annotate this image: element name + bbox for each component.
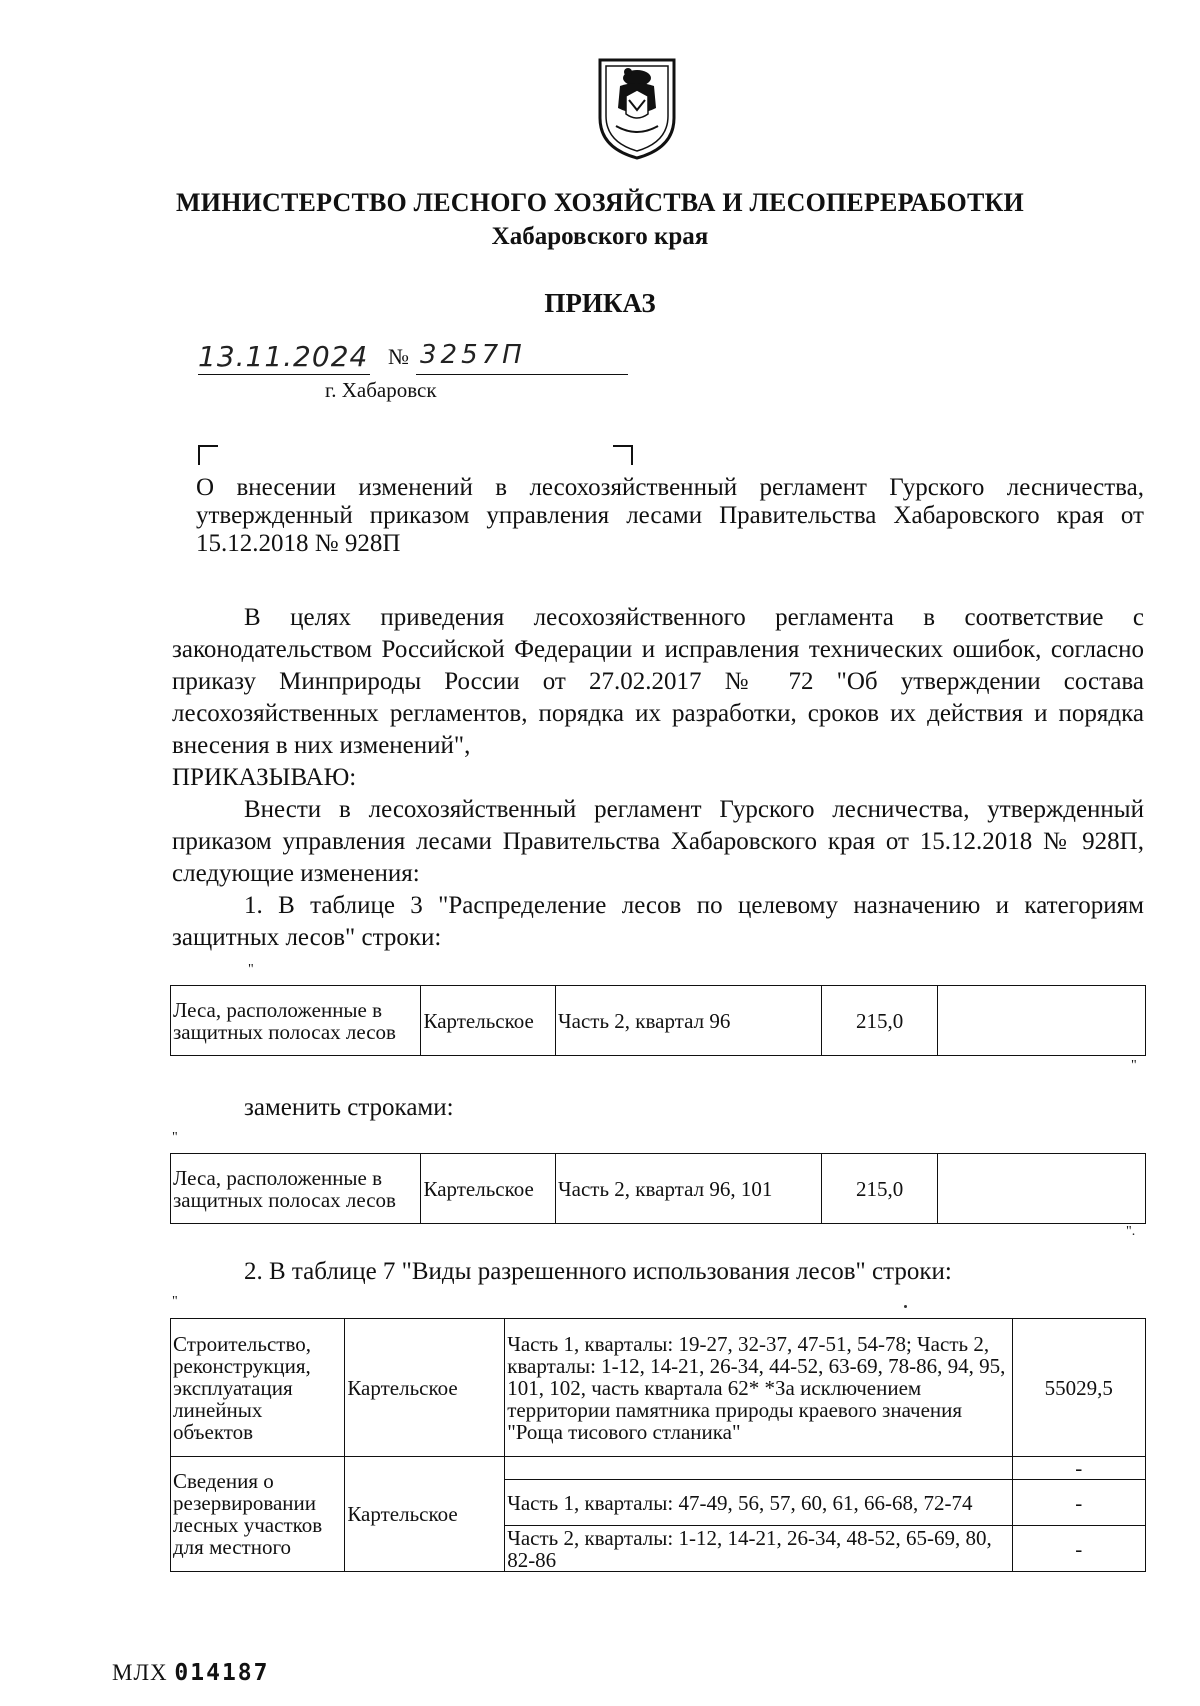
cell-location: Часть 2, квартал 96, 101: [556, 1154, 822, 1224]
cell-extra: [937, 1154, 1145, 1224]
cell-forestry: Картельское: [345, 1457, 505, 1572]
table-old-rows: [170, 985, 1146, 1056]
cell-area: 215,0: [822, 986, 937, 1056]
date-number-line: [198, 338, 628, 378]
serial-footer: [112, 1660, 270, 1686]
coat-of-arms-icon: [596, 56, 678, 160]
cell-category: Леса, расположенные в защитных полосах лесов: [171, 986, 421, 1056]
cell-forestry: Картельское: [345, 1319, 505, 1457]
order-paragraph: Внести в лесохозяйственный регламент Гурского лесничества, утвержденный приказом управления лесами Правительства Хабаровского края от 15.12.2018 № 928П, следующие изменения:: [172, 796, 1144, 887]
document-body: [172, 602, 1144, 954]
cell-category: Леса, расположенные в защитных полосах лесов: [171, 1154, 421, 1224]
cell-use: Строительство, реконструкция, эксплуатация линейных объектов: [171, 1319, 345, 1457]
cell-extra: [937, 986, 1145, 1056]
title-corner-right: [613, 445, 633, 465]
order-word: ПРИКАЗЫВАЮ:: [172, 764, 357, 791]
serial-series: МЛХ: [112, 1660, 168, 1685]
document-title: О внесении изменений в лесохозяйственный регламент Гурского лесничества, утвержденный приказом управления лесами Правительства Хабаровского края от 15.12.2018 № 928П: [196, 474, 1144, 557]
cell-area: -: [1012, 1526, 1146, 1572]
quote-open-3: ": [172, 1294, 178, 1309]
order-number: 3257П: [420, 340, 526, 370]
cell-location: [505, 1457, 1012, 1480]
cell-use: Сведения о резервировании лесных участков для местного: [171, 1457, 345, 1572]
serial-number: 014187: [174, 1660, 270, 1686]
cell-location: Часть 1, кварталы: 47-49, 56, 57, 60, 61, 66-68, 72-74: [505, 1480, 1012, 1526]
region-name: Хабаровского края: [491, 223, 709, 250]
quote-open-1: ": [248, 962, 254, 977]
cell-forestry: Картельское: [421, 986, 556, 1056]
number-underline: [416, 374, 628, 375]
ministry-name: МИНИСТЕРСТВО ЛЕСНОГО ХОЗЯЙСТВА И ЛЕСОПЕРЕРАБОТКИ: [176, 188, 1024, 217]
cell-forestry: Картельское: [421, 1154, 556, 1224]
replace-with-text: заменить строками:: [244, 1094, 454, 1121]
quote-close-1: ": [1131, 1058, 1137, 1073]
number-sign: №: [388, 344, 409, 369]
quote-open-2: ": [172, 1130, 178, 1145]
quote-close-2: ".: [1126, 1224, 1136, 1239]
stray-dot: [904, 1305, 907, 1308]
cell-location: Часть 2, квартал 96: [556, 986, 822, 1056]
table-row: [171, 1457, 1146, 1480]
order-date: 13.11.2024: [198, 340, 369, 373]
preamble-paragraph: В целях приведения лесохозяйственного регламента в соответствие с законодательством Российской Федерации и исправления технических ошибок, согласно приказу Минприроды России от 27.02.2017 № 72 "Об утверждении состава лесохозяйственных регламентов, порядка их разработки, сроков их действия и порядка внесения в них изменений",: [172, 604, 1144, 759]
document-type: ПРИКАЗ: [544, 288, 656, 318]
cell-area: -: [1012, 1480, 1146, 1526]
cell-location: Часть 2, кварталы: 1-12, 14-21, 26-34, 48-52, 65-69, 80, 82-86: [505, 1526, 1012, 1572]
item-1: 1. В таблице 3 "Распределение лесов по целевому назначению и категориям защитных лесов" строки:: [172, 892, 1144, 951]
table-new-rows: [170, 1153, 1146, 1224]
table-row: [171, 986, 1146, 1056]
table-row: [171, 1154, 1146, 1224]
table-7-rows: [170, 1318, 1146, 1572]
table-row: [171, 1319, 1146, 1457]
city: г. Хабаровск: [325, 378, 437, 402]
cell-location: Часть 1, кварталы: 19-27, 32-37, 47-51, 54-78; Часть 2, кварталы: 1-12, 14-21, 26-34, 44-52, 63-69, 78-86, 94, 95, 101, 102, часть квартала 62* *За исключением территории памятника природы краевого значения "Роща тисового стланика": [505, 1319, 1012, 1457]
date-underline: [198, 374, 370, 375]
cell-area: 215,0: [822, 1154, 937, 1224]
item-2: 2. В таблице 7 "Виды разрешенного использования лесов" строки:: [244, 1258, 952, 1285]
title-corner-left: [198, 445, 218, 465]
cell-area: -: [1012, 1457, 1146, 1480]
cell-area: 55029,5: [1012, 1319, 1146, 1457]
